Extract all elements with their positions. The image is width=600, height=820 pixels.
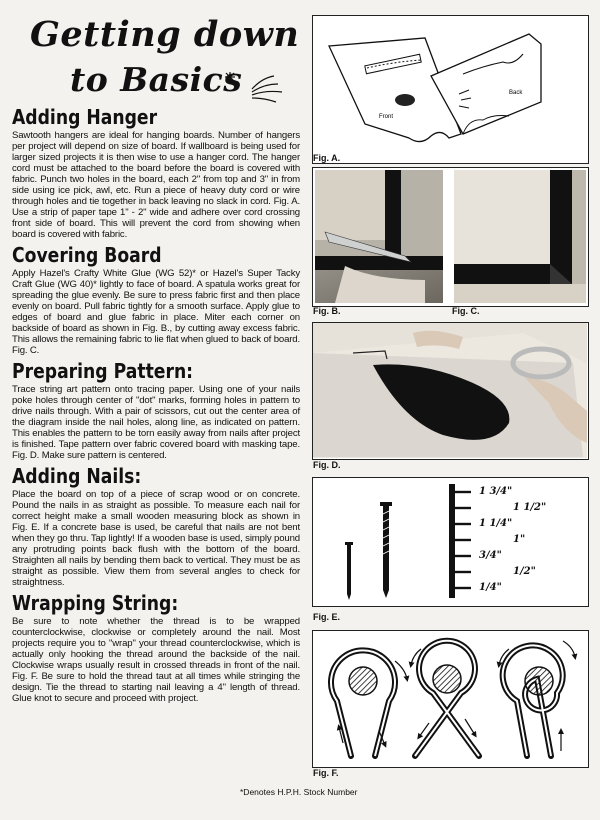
figure-a-back-label: Back <box>509 90 523 96</box>
figure-a-caption: Fig. A. <box>313 153 341 163</box>
figure-b-caption: Fig. B. <box>313 306 341 316</box>
section-heading: Adding Nails: <box>12 464 142 488</box>
masthead <box>12 8 300 106</box>
nail-icon <box>433 665 461 693</box>
section-heading: Covering Board <box>12 243 162 267</box>
figure-f-caption: Fig. F. <box>313 768 339 778</box>
mark-label: 1 1/4" <box>479 518 513 529</box>
mark-label: 1/4" <box>479 582 502 593</box>
figure-d-caption: Fig. D. <box>313 460 341 470</box>
text-column <box>12 8 300 708</box>
mark-label: 3/4" <box>479 550 502 561</box>
figure-bc-panel <box>312 167 589 307</box>
section-heading: Adding Hanger <box>12 105 158 129</box>
measuring-block-diagram <box>313 478 587 605</box>
figure-b-photo <box>315 170 443 303</box>
thread-wrap-diagram <box>313 631 587 766</box>
section-covering-board <box>12 244 300 356</box>
section-body: Apply Hazel's Crafty White Glue (WG 52)* or Hazel's Super Tacky Craft Glue (WG 40)* lightly to face of board. A spatula works great for spreading the glue evenly. Be sure to press fabric first and then place evenly on board. Pull fabric tightly for a smooth surface. Apply glue to edges of board and glue fabric in place. Miter each corner on backside of board as shown in Fig. B., by cutting away excess fabric. This allows the remaining fabric to lie flat when glued to back of board. Fig. C. <box>12 268 300 356</box>
section-body: Place the board on top of a piece of scrap wood or on concrete. Pound the nails in as straight as possible. To measure each nail for correct height make a small wooden measuring block as shown in Fig. E. If a concrete base is used, be careful that nails are not bent when they go thru. Tap lightly! If a wooden base is used, simply pound any protruding points back flush with the bottom of the board. Straighten all nails by bending them back to vertical. They must be as straight as possible. View them from several angles to check for straightness. <box>12 489 300 588</box>
short-nail-icon <box>345 542 353 600</box>
footnote: *Denotes H.P.H. Stock Number <box>240 787 358 797</box>
section-heading: Preparing Pattern: <box>12 359 194 383</box>
masthead-line-1: Getting down <box>30 14 300 55</box>
figure-d-panel <box>312 322 589 460</box>
section-body: Be sure to note whether the thread is to be wrapped counterclockwise, clockwise or completely around the nail. Most projects require you to "wrap" your thread counterclockwise, which is actually only hooking the thread around the backside of the nail. Clockwise wraps usually result in crossed threads in front of the nail. Fig. F. Be sure to hold the thread taut at all times while stringing the design. Tie the thread to starting nail leaving a 4" length of thread. Glue knot to secure and proceed with project. <box>12 616 300 704</box>
nail-icon <box>349 667 377 695</box>
sparkle-icon <box>218 68 288 108</box>
mark-label: 1/2" <box>513 566 536 577</box>
measuring-block-icon <box>449 484 471 598</box>
masthead-line-2: to Basics <box>70 60 243 99</box>
section-wrapping-string <box>12 592 300 704</box>
mark-label: 1 1/2" <box>513 502 547 513</box>
section-body: Trace string art pattern onto tracing paper. Using one of your nails poke holes through center of "dot" marks, forming holes in pattern to drive nails through. With a pair of scissors, cut out the center area of the diagram inside the nail holes, along line, as indicated on pattern. This enables the pattern to be torn easily away from nails after project is finished. Tape pattern over fabric covered board with masking tape. Fig. D. Make sure pattern is centered. <box>12 384 300 461</box>
hanger-cord-diagram <box>313 16 587 162</box>
nail-icon <box>525 667 553 695</box>
figure-c-caption: Fig. C. <box>452 306 480 316</box>
section-heading: Wrapping String: <box>12 591 179 615</box>
figure-a-panel <box>312 15 589 164</box>
section-preparing-pattern <box>12 360 300 461</box>
section-adding-nails <box>12 465 300 588</box>
figure-f-panel <box>312 630 589 768</box>
figure-e-caption: Fig. E. <box>313 612 340 622</box>
figure-e-panel <box>312 477 589 607</box>
figure-c-photo <box>454 170 586 303</box>
long-nail-icon <box>380 502 392 598</box>
figure-a-front-label: Front <box>379 114 394 120</box>
section-adding-hanger <box>12 106 300 240</box>
mark-label: 1" <box>513 534 526 545</box>
mark-label: 1 3/4" <box>479 486 513 497</box>
figure-d-photo <box>313 323 587 458</box>
section-body: Sawtooth hangers are ideal for hanging boards. Number of hangers per project will depend on size of board. If wallboard is being used for larger sized projects it is then wise to use a hanger cord. The hanger cord must be attached to the board before the board is covered with fabric. Punch two holes in the board, each 2" from top and 3" in from side using ice pick, awl, etc. Run a piece of heavy duty cord or wire through holes and tie together in back leaving no slack in cord. Fig. A. Use a strip of paper tape 1" - 2" wide and adhere over cord crossing front side of board. This will prevent the cord from showing when board is covered with fabric. <box>12 130 300 240</box>
